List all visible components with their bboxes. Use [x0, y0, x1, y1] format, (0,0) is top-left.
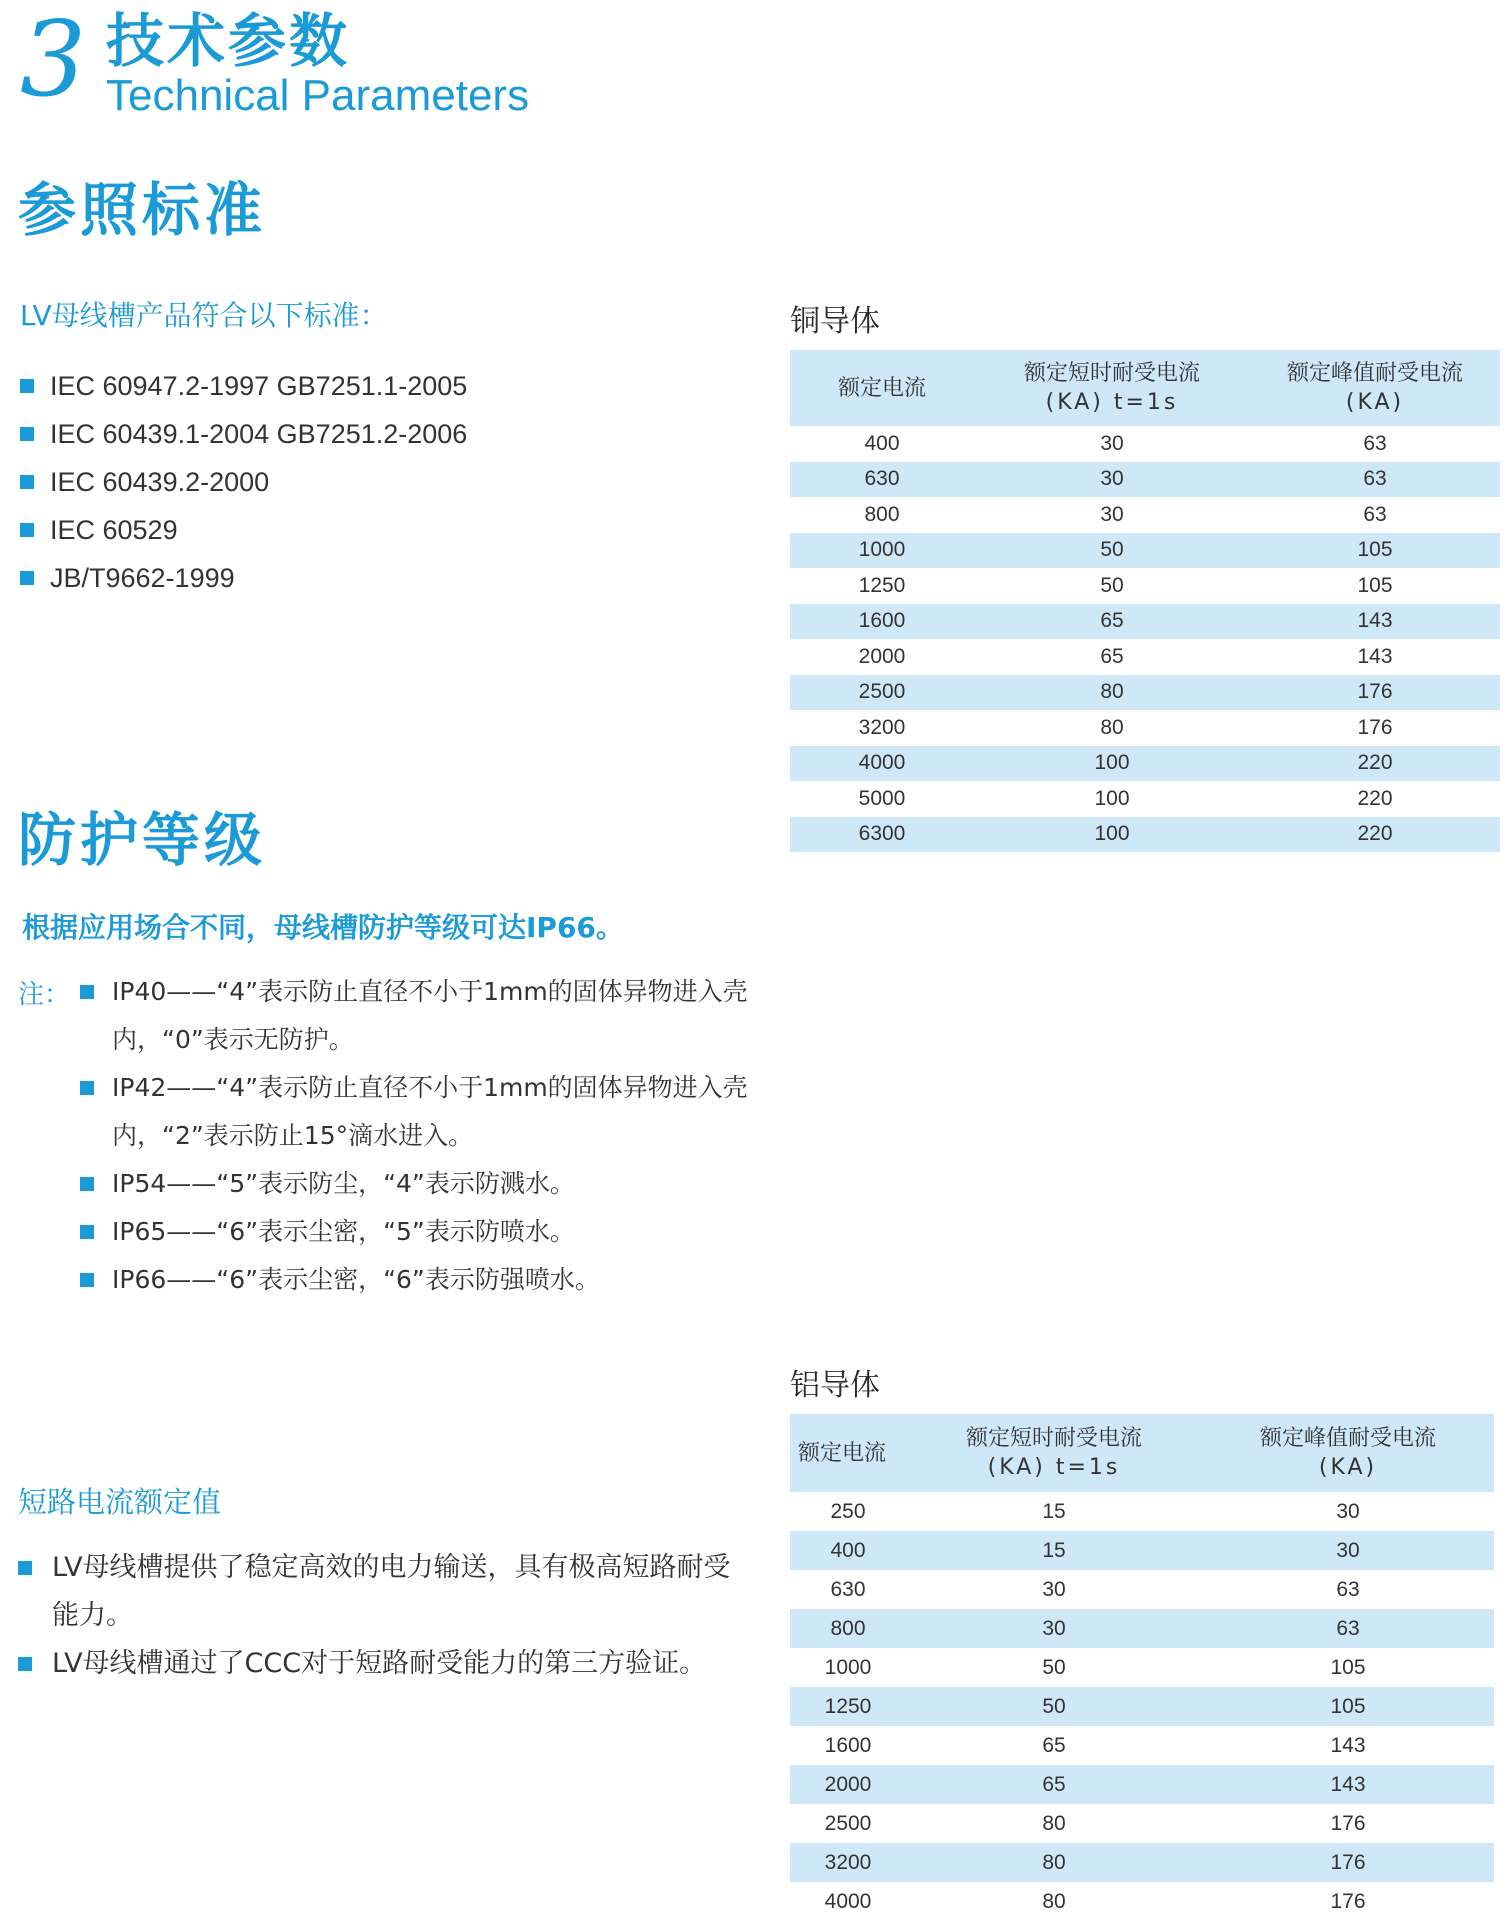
ip-rating-item: IP65——“6”表示尘密，“5”表示防喷水。: [80, 1208, 760, 1256]
table-cell: 63: [1363, 431, 1387, 455]
table-cell: 176: [1330, 1811, 1366, 1835]
table-cell: 4000: [790, 746, 974, 782]
table-cell: 63: [1336, 1577, 1360, 1601]
table-cell: 176: [1250, 675, 1500, 711]
copper-header-short-time: 额定短时耐受电流 (KA) t=1s: [974, 350, 1250, 426]
table-cell: 30: [974, 462, 1250, 498]
table-cell: 30: [1202, 1531, 1494, 1570]
table-cell: 80: [1042, 1811, 1066, 1835]
table-row: [790, 604, 1500, 640]
table-cell: 1000: [790, 533, 974, 569]
table-cell: 220: [1357, 786, 1393, 810]
table-cell: 80: [906, 1843, 1202, 1882]
table-cell: 2500: [824, 1811, 872, 1835]
table-row: [790, 1726, 1494, 1765]
table-row: [790, 1648, 1494, 1687]
note-label: 注：: [18, 980, 71, 1010]
short-circuit-list: [18, 1544, 738, 1688]
standards-list: [20, 362, 467, 602]
bullet-square-icon: [80, 1225, 94, 1239]
table-row: [790, 746, 1500, 782]
short-circuit-item: LV母线槽提供了稳定高效的电力输送，具有极高短路耐受能力。: [18, 1544, 738, 1640]
standard-item: IEC 60529: [20, 506, 467, 554]
table-cell: 1600: [824, 1733, 872, 1757]
table-cell: 2000: [790, 1765, 906, 1804]
table-cell: 30: [1336, 1499, 1360, 1523]
table-cell: 30: [1100, 431, 1124, 455]
table-cell: 5000: [858, 786, 906, 810]
bullet-square-icon: [80, 1273, 94, 1287]
table-cell: 105: [1330, 1655, 1366, 1679]
copper-header-rated-current: 额定电流: [790, 350, 974, 426]
table-row: [790, 1882, 1494, 1921]
standards-intro: LV母线槽产品符合以下标准：: [20, 299, 388, 332]
table-cell: 176: [1357, 715, 1393, 739]
table-cell: 65: [974, 604, 1250, 640]
standards-heading: 参照标准: [18, 176, 267, 244]
aluminum-table-title: 铝导体: [790, 1368, 880, 1403]
table-cell: 15: [1042, 1499, 1066, 1523]
protection-heading: 防护等级: [18, 806, 267, 874]
table-cell: 65: [1100, 644, 1124, 668]
table-cell: 176: [1202, 1843, 1494, 1882]
table-row: [790, 1570, 1494, 1609]
bullet-square-icon: [80, 985, 94, 999]
standard-item: IEC 60439.1-2004 GB7251.2-2006: [20, 410, 467, 458]
table-cell: 800: [864, 502, 900, 526]
ip-rating-item: IP42——“4”表示防止直径不小于1mm的固体异物进入壳内，“2”表示防止15°滴水进入。: [80, 1064, 760, 1160]
bullet-square-icon: [80, 1177, 94, 1191]
bullet-square-icon: [20, 379, 34, 393]
section-number: 3: [20, 0, 87, 120]
table-cell: 50: [906, 1687, 1202, 1726]
table-row: [790, 1687, 1494, 1726]
standard-item: IEC 60439.2-2000: [20, 458, 467, 506]
standard-item: IEC 60947.2-1997 GB7251.1-2005: [20, 362, 467, 410]
table-row: [790, 817, 1500, 853]
copper-table-title: 铜导体: [790, 304, 880, 339]
short-circuit-item: LV母线槽通过了CCC对于短路耐受能力的第三方验证。: [18, 1640, 738, 1688]
table-cell: 100: [974, 817, 1250, 853]
table-cell: 63: [1202, 1609, 1494, 1648]
table-cell: 1250: [790, 1687, 906, 1726]
table-row: [790, 639, 1500, 675]
table-cell: 80: [1042, 1889, 1066, 1913]
table-row: [790, 1531, 1494, 1570]
table-cell: 1250: [858, 573, 906, 597]
table-cell: 30: [906, 1609, 1202, 1648]
aluminum-table: [790, 1414, 1494, 1921]
table-row: [790, 675, 1500, 711]
aluminum-header-rated-current: 额定电流: [790, 1414, 906, 1492]
table-row: [790, 568, 1500, 604]
section-title-en: Technical Parameters: [106, 71, 530, 120]
table-row: [790, 710, 1500, 746]
table-row: [790, 462, 1500, 498]
table-cell: 80: [974, 675, 1250, 711]
table-cell: 100: [1094, 786, 1130, 810]
copper-header-peak: 额定峰值耐受电流 (KA): [1250, 350, 1500, 426]
table-cell: 2000: [858, 644, 906, 668]
aluminum-header-short-time: 额定短时耐受电流 (KA) t=1s: [906, 1414, 1202, 1492]
table-cell: 4000: [824, 1889, 872, 1913]
protection-intro: 根据应用场合不同，母线槽防护等级可达IP66。: [22, 911, 624, 944]
ip-rating-item: IP40——“4”表示防止直径不小于1mm的固体异物进入壳内，“0”表示无防护。: [80, 968, 760, 1064]
table-cell: 3200: [858, 715, 906, 739]
table-cell: 105: [1202, 1687, 1494, 1726]
ip-rating-item: IP66——“6”表示尘密，“6”表示防强喷水。: [80, 1256, 760, 1304]
bullet-square-icon: [80, 1081, 94, 1095]
table-row: [790, 781, 1500, 817]
table-cell: 1000: [824, 1655, 872, 1679]
table-row: [790, 497, 1500, 533]
bullet-square-icon: [20, 523, 34, 537]
table-row: [790, 533, 1500, 569]
table-cell: 800: [790, 1609, 906, 1648]
table-cell: 3200: [790, 1843, 906, 1882]
table-cell: 105: [1357, 573, 1393, 597]
table-cell: 80: [1100, 715, 1124, 739]
bullet-square-icon: [18, 1657, 32, 1671]
table-cell: 6300: [790, 817, 974, 853]
table-cell: 143: [1330, 1733, 1366, 1757]
table-cell: 50: [1100, 573, 1124, 597]
table-cell: 105: [1250, 533, 1500, 569]
table-row: [790, 1609, 1494, 1648]
table-cell: 250: [830, 1499, 866, 1523]
table-cell: 63: [1250, 462, 1500, 498]
bullet-square-icon: [18, 1561, 32, 1575]
table-row: [790, 1843, 1494, 1882]
table-cell: 100: [974, 746, 1250, 782]
table-cell: 63: [1363, 502, 1387, 526]
table-cell: 400: [790, 1531, 906, 1570]
table-cell: 176: [1330, 1889, 1366, 1913]
table-cell: 143: [1202, 1765, 1494, 1804]
table-cell: 220: [1250, 817, 1500, 853]
table-cell: 143: [1250, 604, 1500, 640]
table-row: [790, 1804, 1494, 1843]
bullet-square-icon: [20, 475, 34, 489]
table-row: [790, 426, 1500, 462]
table-cell: 1600: [790, 604, 974, 640]
table-cell: 15: [906, 1531, 1202, 1570]
table-cell: 630: [790, 462, 974, 498]
table-cell: 2500: [790, 675, 974, 711]
copper-table: [790, 350, 1500, 852]
section-title-cn: 技术参数: [106, 7, 351, 75]
table-cell: 143: [1357, 644, 1393, 668]
table-cell: 630: [830, 1577, 866, 1601]
bullet-square-icon: [20, 571, 34, 585]
table-cell: 65: [1042, 1733, 1066, 1757]
table-cell: 50: [974, 533, 1250, 569]
standard-item: JB/T9662-1999: [20, 554, 467, 602]
aluminum-header-peak: 额定峰值耐受电流 (KA): [1202, 1414, 1494, 1492]
table-cell: 400: [864, 431, 900, 455]
bullet-square-icon: [20, 427, 34, 441]
table-row: [790, 1765, 1494, 1804]
table-cell: 65: [906, 1765, 1202, 1804]
table-cell: 30: [1042, 1577, 1066, 1601]
table-cell: 30: [1100, 502, 1124, 526]
table-cell: 220: [1250, 746, 1500, 782]
ip-rating-list: [80, 968, 760, 1304]
table-row: [790, 1492, 1494, 1531]
ip-rating-item: IP54——“5”表示防尘，“4”表示防溅水。: [80, 1160, 760, 1208]
table-cell: 50: [1042, 1655, 1066, 1679]
short-circuit-heading: 短路电流额定值: [18, 1485, 222, 1519]
